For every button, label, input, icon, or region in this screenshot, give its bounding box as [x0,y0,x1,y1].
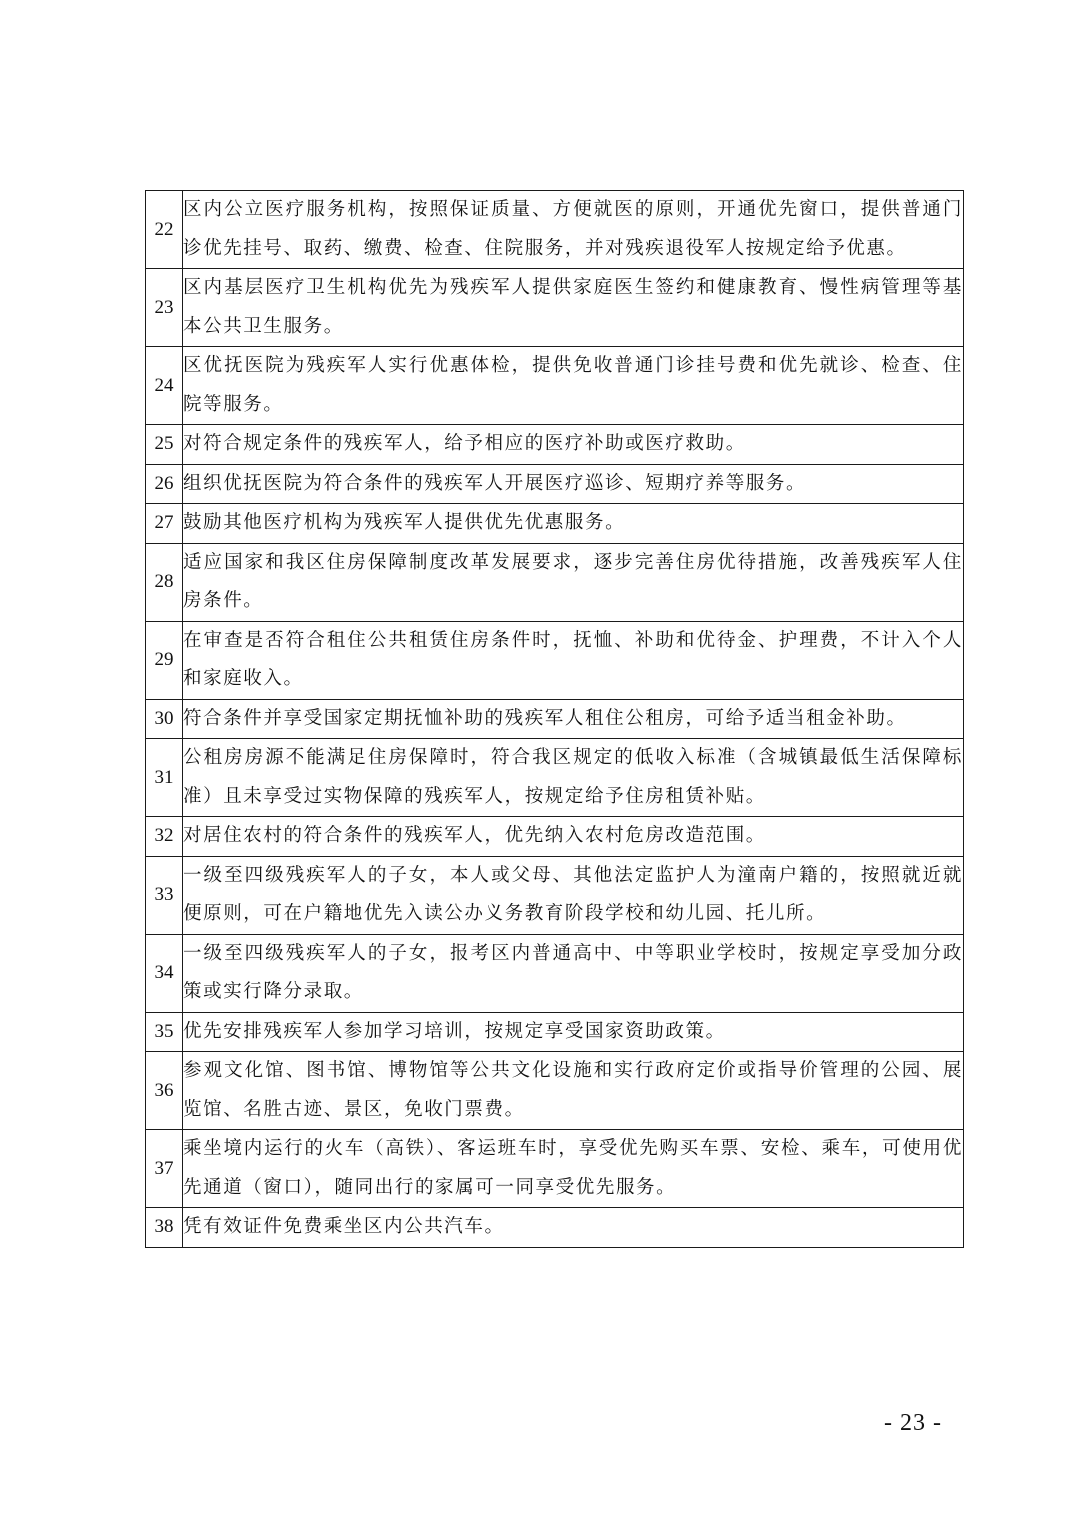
row-number: 33 [146,856,183,934]
table-row [146,1052,964,1130]
row-text: 组织优抚医院为符合条件的残疾军人开展医疗巡诊、短期疗养等服务。 [183,464,964,504]
row-text: 区内公立医疗服务机构，按照保证质量、方便就医的原则，开通优先窗口，提供普通门诊优先挂号、取药、缴费、检查、住院服务，并对残疾退役军人按规定给予优惠。 [183,191,964,269]
benefits-table [145,190,964,1248]
row-text: 对符合规定条件的残疾军人，给予相应的医疗补助或医疗救助。 [183,425,964,465]
table-body [146,191,964,1248]
page-number: - 23 - [884,1410,942,1436]
row-number: 30 [146,699,183,739]
row-text: 鼓励其他医疗机构为残疾军人提供优先优惠服务。 [183,504,964,544]
row-text: 参观文化馆、图书馆、博物馆等公共文化设施和实行政府定价或指导价管理的公园、展览馆、名胜古迹、景区，免收门票费。 [183,1052,964,1130]
table-row [146,817,964,857]
table-row [146,504,964,544]
table-row [146,739,964,817]
table-row [146,1130,964,1208]
table-row [146,269,964,347]
row-text: 优先安排残疾军人参加学习培训，按规定享受国家资助政策。 [183,1012,964,1052]
row-number: 36 [146,1052,183,1130]
table-row [146,543,964,621]
table-row [146,464,964,504]
row-number: 29 [146,621,183,699]
table-row [146,699,964,739]
row-number: 22 [146,191,183,269]
row-number: 31 [146,739,183,817]
row-number: 34 [146,934,183,1012]
row-text: 一级至四级残疾军人的子女，报考区内普通高中、中等职业学校时，按规定享受加分政策或实行降分录取。 [183,934,964,1012]
table-row [146,856,964,934]
table-row [146,621,964,699]
table-row [146,347,964,425]
row-number: 27 [146,504,183,544]
row-number: 32 [146,817,183,857]
table-row [146,1208,964,1248]
row-text: 适应国家和我区住房保障制度改革发展要求，逐步完善住房优待措施，改善残疾军人住房条件。 [183,543,964,621]
row-number: 26 [146,464,183,504]
row-number: 25 [146,425,183,465]
row-text: 公租房房源不能满足住房保障时，符合我区规定的低收入标准（含城镇最低生活保障标准）且未享受过实物保障的残疾军人，按规定给予住房租赁补贴。 [183,739,964,817]
row-text: 凭有效证件免费乘坐区内公共汽车。 [183,1208,964,1248]
row-number: 23 [146,269,183,347]
row-text: 区内基层医疗卫生机构优先为残疾军人提供家庭医生签约和健康教育、慢性病管理等基本公共卫生服务。 [183,269,964,347]
row-text: 在审查是否符合租住公共租赁住房条件时，抚恤、补助和优待金、护理费，不计入个人和家庭收入。 [183,621,964,699]
row-number: 35 [146,1012,183,1052]
row-number: 28 [146,543,183,621]
row-number: 37 [146,1130,183,1208]
table-row [146,1012,964,1052]
row-text: 一级至四级残疾军人的子女，本人或父母、其他法定监护人为潼南户籍的，按照就近就便原则，可在户籍地优先入读公办义务教育阶段学校和幼儿园、托儿所。 [183,856,964,934]
row-number: 38 [146,1208,183,1248]
table-row [146,425,964,465]
row-text: 符合条件并享受国家定期抚恤补助的残疾军人租住公租房，可给予适当租金补助。 [183,699,964,739]
row-text: 区优抚医院为残疾军人实行优惠体检，提供免收普通门诊挂号费和优先就诊、检查、住院等服务。 [183,347,964,425]
table-row [146,934,964,1012]
row-text: 对居住农村的符合条件的残疾军人，优先纳入农村危房改造范围。 [183,817,964,857]
table-row [146,191,964,269]
row-number: 24 [146,347,183,425]
row-text: 乘坐境内运行的火车（高铁）、客运班车时，享受优先购买车票、安检、乘车，可使用优先通道（窗口），随同出行的家属可一同享受优先服务。 [183,1130,964,1208]
